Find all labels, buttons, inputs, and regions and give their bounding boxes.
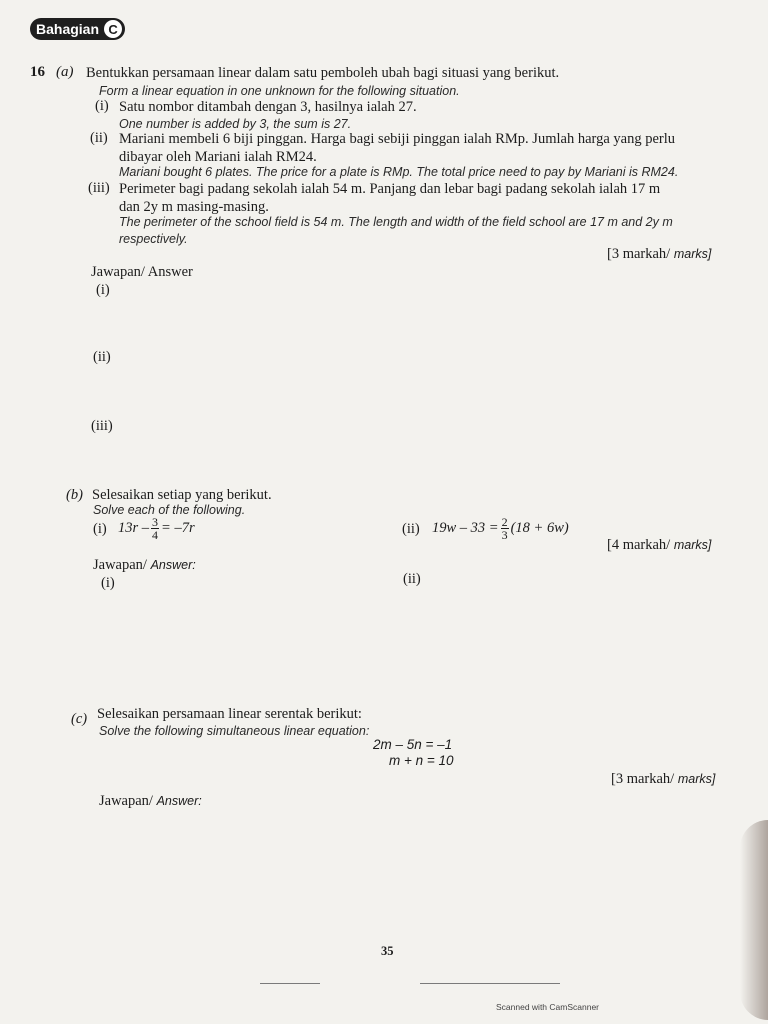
question-number: 16 [30,64,45,80]
a-answer-iii: (iii) [91,418,113,434]
a-answer-label: Jawapan/ Answer [91,264,193,280]
section-letter: C [104,20,122,38]
b-ii-fraction [501,516,509,541]
a-iii-text-line2: dan 2y m masing-masing. [119,199,269,215]
b-answer-i: (i) [101,575,115,591]
footer-rule-right [420,983,560,984]
part-b-label: (b) [66,487,83,503]
b-ii-left: 19w – 33 = [432,520,499,536]
b-marks-en: marks] [673,538,712,552]
b-i-equation [118,516,195,541]
part-a-instruction: Bentukkan persamaan linear dalam satu pemboleh ubah bagi situasi yang berikut. [86,65,560,81]
a-ii-text-line1: Mariani membeli 6 biji pinggan. Harga bagi sebiji pinggan ialah RMp. Jumlah harga yang perlu [119,131,675,147]
a-ii-label: (ii) [90,130,108,146]
a-ii-text-en: Mariani bought 6 plates. The price for a plate is RMp. The total price need to pay by Mariani is RM24. [119,165,679,179]
a-i-label: (i) [95,98,109,114]
b-i-right: = –7r [161,520,195,536]
a-answer-ii: (ii) [93,349,111,365]
c-answer-label [99,793,202,810]
a-marks [607,246,711,263]
b-ii-label: (ii) [402,521,420,537]
c-marks [611,771,715,788]
b-ii-right: (18 + 6w) [510,520,569,536]
c-marks-en: marks] [677,772,716,786]
a-i-text: Satu nombor ditambah dengan 3, hasilnya ialah 27. [119,99,417,115]
b-i-label: (i) [93,521,107,537]
a-answer-i: (i) [96,282,110,298]
section-badge [30,18,125,40]
a-i-text-en: One number is added by 3, the sum is 27. [119,117,352,131]
part-b-instruction: Selesaikan setiap yang berikut. [92,487,272,503]
b-i-numerator: 3 [152,515,159,529]
section-label: Bahagian [36,21,100,37]
b-answer-ms: Jawapan/ [93,557,147,573]
part-b-instruction-en: Solve each of the following. [93,503,246,517]
b-answer-en: Answer: [150,558,196,572]
page-number: 35 [381,944,394,958]
c-answer-en: Answer: [156,794,202,808]
b-answer-label [93,557,196,574]
a-marks-en: marks] [673,247,712,261]
b-i-denominator: 4 [152,528,159,542]
part-c-label: (c) [71,711,88,727]
footer-rule-left [260,983,320,984]
a-iii-text-en-line1: The perimeter of the school field is 54 m. The length and width of the field school are 17 m and 2y m [119,215,673,229]
part-a-instruction-en: Form a linear equation in one unknown for the following situation. [99,84,460,98]
a-marks-ms: [3 markah/ [607,246,671,262]
b-ii-equation [432,516,569,541]
c-equation-2: m + n = 10 [389,753,454,768]
b-marks-ms: [4 markah/ [607,537,671,553]
c-marks-ms: [3 markah/ [611,771,675,787]
b-answer-ii: (ii) [403,571,421,587]
part-c-instruction-en: Solve the following simultaneous linear equation: [99,724,370,738]
page-edge-shadow [740,820,768,1020]
a-iii-text-en-line2: respectively. [119,232,188,246]
a-iii-label: (iii) [88,180,110,196]
b-ii-denominator: 3 [501,528,508,542]
scanner-watermark: Scanned with CamScanner [496,1002,600,1012]
b-i-fraction [151,516,159,541]
part-a-label: (a) [56,64,74,80]
c-answer-ms: Jawapan/ [99,793,153,809]
b-ii-numerator: 2 [501,515,508,529]
b-marks [607,537,711,554]
a-iii-text-line1: Perimeter bagi padang sekolah ialah 54 m. Panjang dan lebar bagi padang sekolah ialah 17 m [119,181,661,197]
a-ii-text-line2: dibayar oleh Mariani ialah RM24. [119,149,317,165]
c-equation-1: 2m – 5n = –1 [373,737,453,752]
part-c-instruction: Selesaikan persamaan linear serentak berikut: [97,706,362,722]
b-i-left: 13r – [118,520,150,536]
